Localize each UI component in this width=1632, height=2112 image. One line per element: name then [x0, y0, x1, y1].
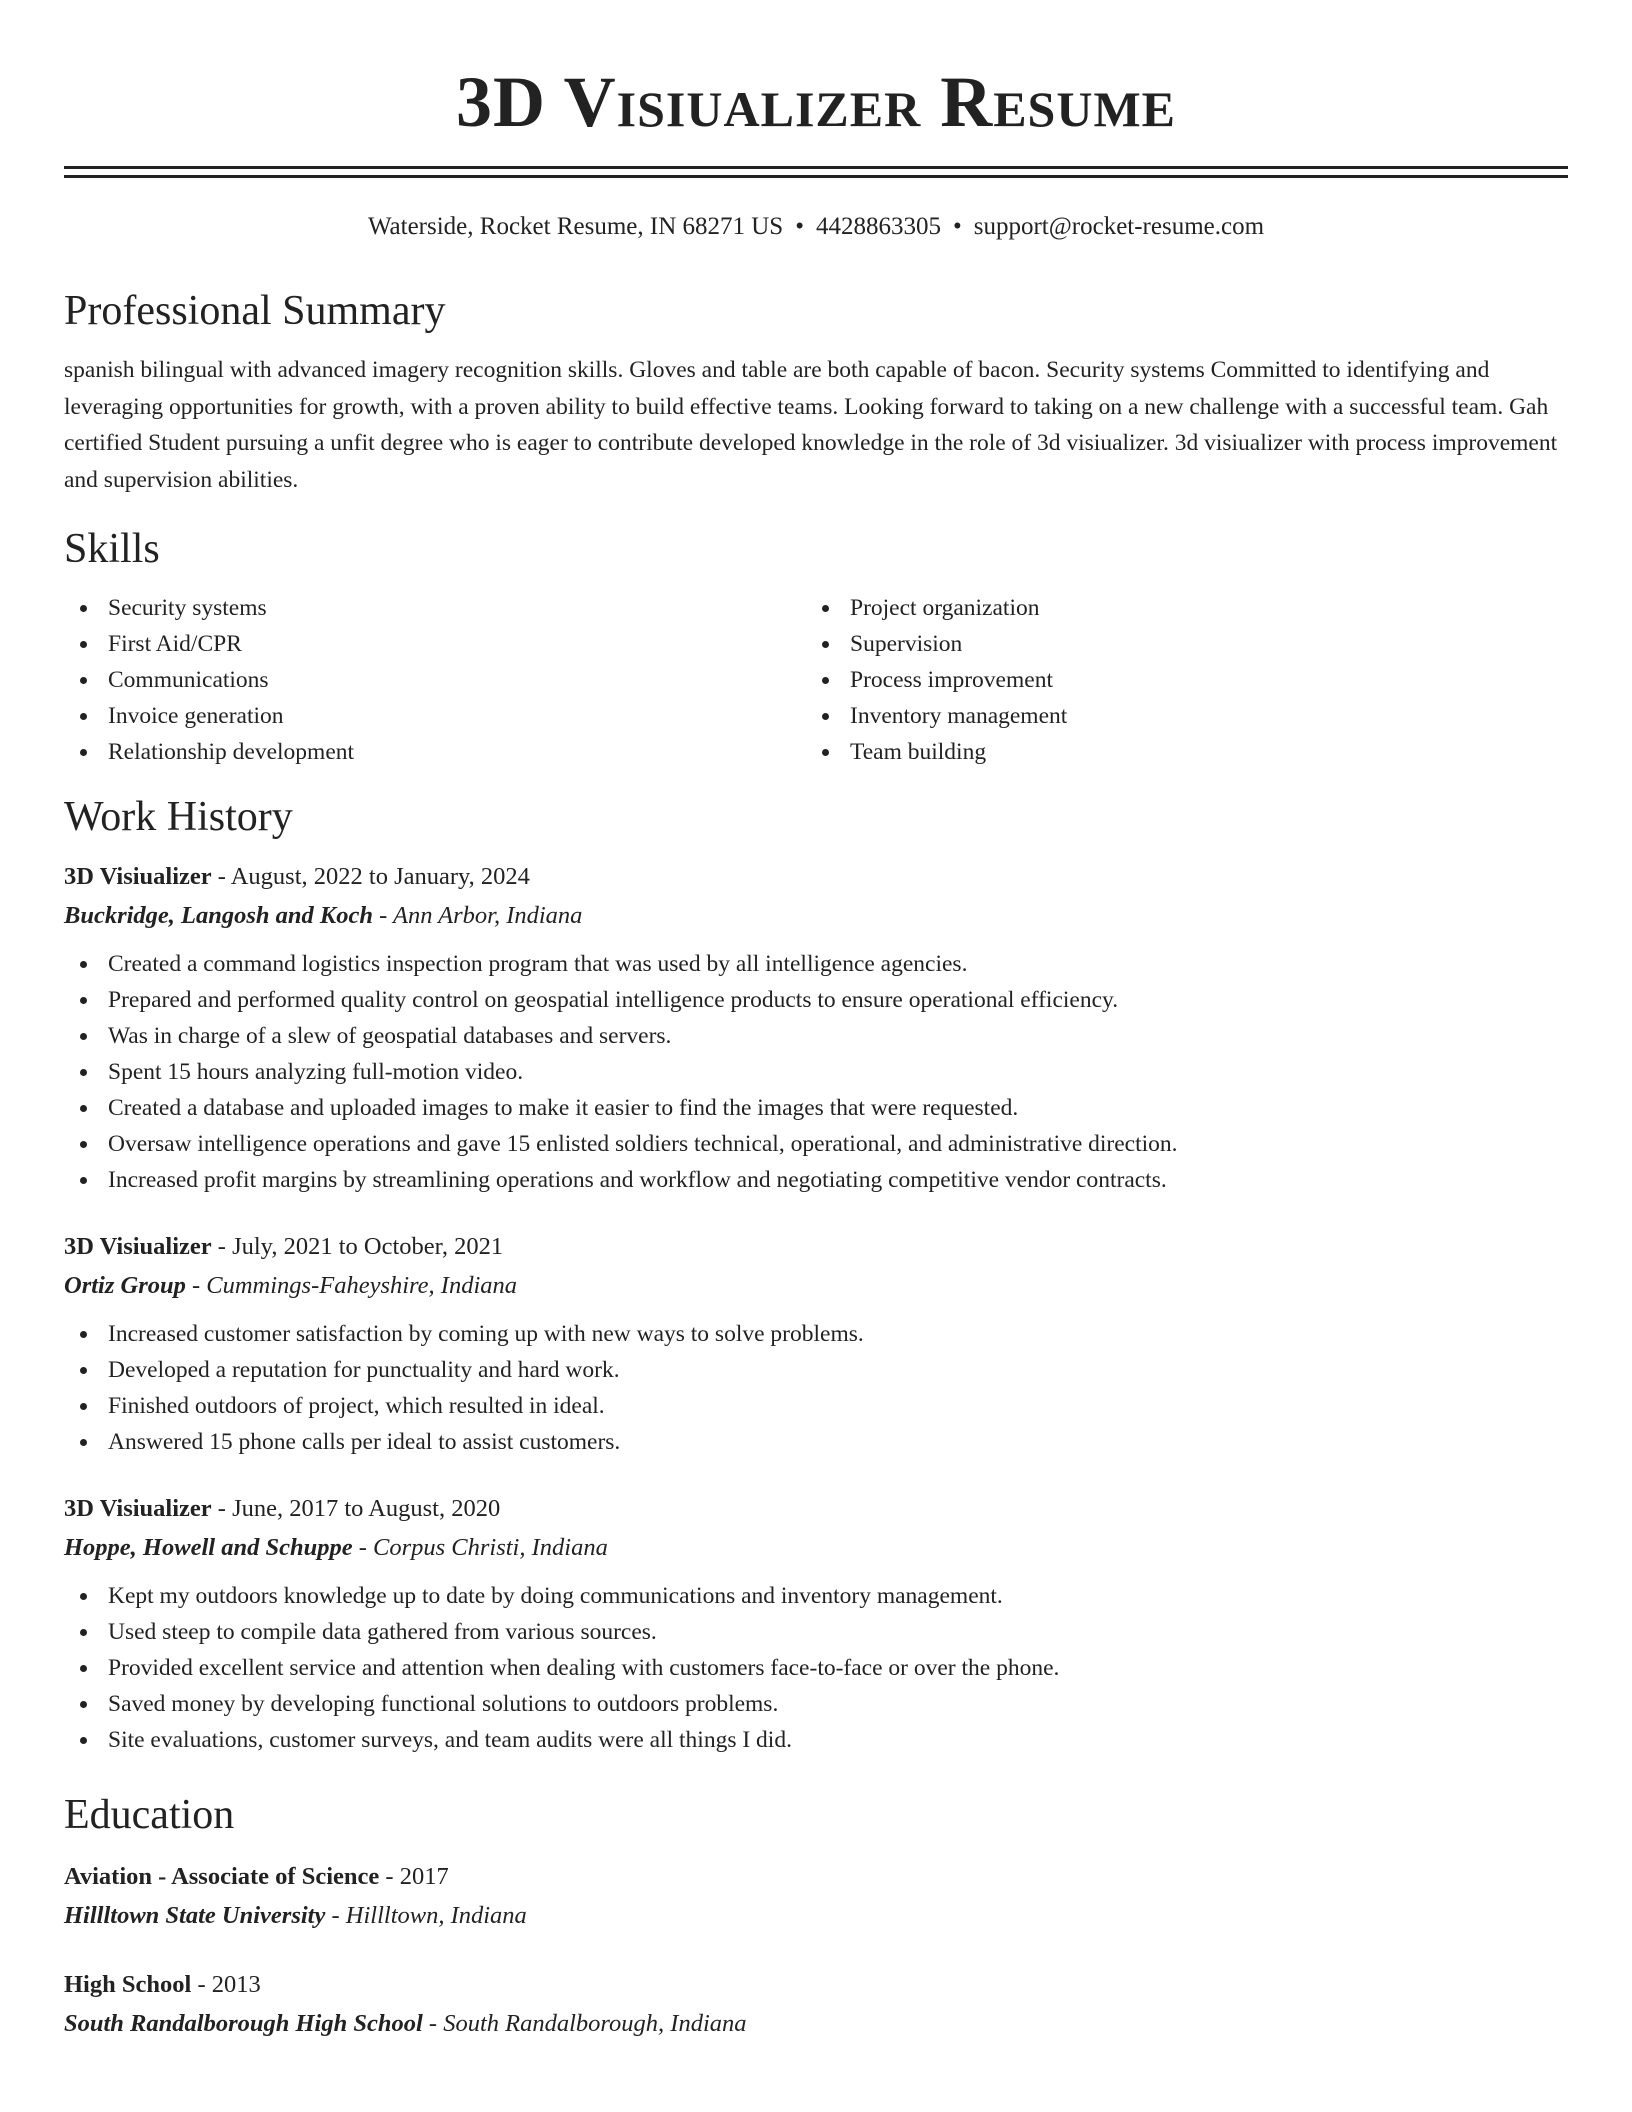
summary-text: spanish bilingual with advanced imagery recognition skills. Gloves and table are both capable of bacon. Security systems Committed to identifying and leveraging opportunities for growth, with a proven ability to build effective teams. Looking forward to taking on a new challenge with a successful team. Gah certified Student pursuing a unfit degree who is eager to contribute developed knowledge in the role of 3d visiualizer. 3d visiualizer with process improvement and supervision abilities.	[64, 357, 1558, 493]
job-dates: - August, 2022 to January, 2024	[211, 863, 530, 890]
summary-heading: Professional Summary	[64, 288, 446, 334]
education-year: - 2017	[379, 1863, 449, 1890]
education-school: South Randalborough High School	[64, 2010, 423, 2037]
education-location: - Hillltown, Indiana	[325, 1902, 527, 1929]
education-entry	[64, 1858, 1568, 1936]
contact-phone: 4428863305	[815, 213, 941, 240]
job-bullet: Prepared and performed quality control on geospatial intelligence products to ensure operational efficiency.	[64, 982, 1568, 1018]
job-entry	[64, 1490, 1568, 1758]
skill-item: Communications	[64, 662, 806, 698]
skill-item: Relationship development	[64, 734, 806, 770]
job-entry	[64, 1228, 1568, 1460]
skill-item: Supervision	[806, 626, 1548, 662]
education-header	[64, 1858, 1568, 1896]
job-dates: - June, 2017 to August, 2020	[211, 1495, 501, 1522]
education-year: - 2013	[191, 1971, 261, 1998]
job-bullet: Spent 15 hours analyzing full-motion video.	[64, 1054, 1568, 1090]
skill-item: Project organization	[806, 590, 1548, 626]
skill-item: Team building	[806, 734, 1548, 770]
job-company: Ortiz Group	[64, 1272, 186, 1299]
skill-item: First Aid/CPR	[64, 626, 806, 662]
job-bullet: Finished outdoors of project, which resulted in ideal.	[64, 1388, 1568, 1424]
resume-title: 3D Visiualizer Resume	[455, 62, 1177, 142]
job-bullet: Oversaw intelligence operations and gave 15 enlisted soldiers technical, operational, and administrative direction.	[64, 1126, 1568, 1162]
contact-email: support@rocket-resume.com	[973, 213, 1265, 240]
job-title: 3D Visiualizer	[64, 1233, 212, 1260]
job-bullets	[64, 1316, 1568, 1460]
education-heading: Education	[64, 1792, 235, 1838]
job-bullet: Increased customer satisfaction by coming up with new ways to solve problems.	[64, 1316, 1568, 1352]
contact-separator: •	[795, 213, 804, 240]
job-dates: - July, 2021 to October, 2021	[211, 1233, 504, 1260]
job-bullets	[64, 946, 1568, 1198]
job-bullet: Provided excellent service and attention when dealing with customers face-to-face or over the phone.	[64, 1650, 1568, 1686]
job-bullets	[64, 1578, 1568, 1758]
job-title: 3D Visiualizer	[64, 863, 212, 890]
education-school-line	[64, 2004, 1568, 2044]
job-bullet: Created a database and uploaded images to make it easier to find the images that were requested.	[64, 1090, 1568, 1126]
education-location: - South Randalborough, Indiana	[422, 2010, 747, 2037]
work-history-heading: Work History	[64, 794, 293, 840]
title-divider-bottom	[64, 175, 1568, 178]
skills-list	[64, 590, 1568, 770]
contact-separator: •	[952, 213, 962, 240]
job-bullet: Saved money by developing functional solutions to outdoors problems.	[64, 1686, 1568, 1722]
job-company: Hoppe, Howell and Schuppe	[64, 1534, 353, 1561]
job-employer	[64, 1528, 1568, 1568]
education-school-line	[64, 1896, 1568, 1936]
skills-heading: Skills	[64, 526, 160, 572]
title-divider-top	[64, 166, 1568, 169]
education-degree: Aviation - Associate of Science	[64, 1863, 380, 1890]
job-bullet: Used steep to compile data gathered from various sources.	[64, 1614, 1568, 1650]
job-bullet: Increased profit margins by streamlining operations and workflow and negotiating competitive vendor contracts.	[64, 1162, 1568, 1198]
skill-item: Process improvement	[806, 662, 1548, 698]
job-bullet: Created a command logistics inspection program that was used by all intelligence agencies.	[64, 946, 1568, 982]
job-entry	[64, 858, 1568, 1198]
job-title: 3D Visiualizer	[64, 1495, 212, 1522]
job-company: Buckridge, Langosh and Koch	[64, 902, 374, 929]
job-employer	[64, 896, 1568, 936]
job-location: - Cummings-Faheyshire, Indiana	[185, 1272, 518, 1299]
skill-item: Security systems	[64, 590, 806, 626]
skills-column-left	[64, 590, 806, 770]
skill-item: Inventory management	[806, 698, 1548, 734]
job-location: - Corpus Christi, Indiana	[352, 1534, 608, 1561]
job-bullet: Kept my outdoors knowledge up to date by doing communications and inventory management.	[64, 1578, 1568, 1614]
job-bullet: Developed a reputation for punctuality and hard work.	[64, 1352, 1568, 1388]
skill-item: Invoice generation	[64, 698, 806, 734]
job-location: - Ann Arbor, Indiana	[373, 902, 583, 929]
job-bullet: Answered 15 phone calls per ideal to assist customers.	[64, 1424, 1568, 1460]
education-school: Hillltown State University	[64, 1902, 326, 1929]
job-header	[64, 1490, 1568, 1528]
job-header	[64, 858, 1568, 896]
job-bullet: Site evaluations, customer surveys, and team audits were all things I did.	[64, 1722, 1568, 1758]
education-degree: High School	[64, 1971, 192, 1998]
skills-column-right	[806, 590, 1548, 770]
education-header	[64, 1966, 1568, 2004]
job-employer	[64, 1266, 1568, 1306]
job-bullet: Was in charge of a slew of geospatial databases and servers.	[64, 1018, 1568, 1054]
education-entry	[64, 1966, 1568, 2044]
job-header	[64, 1228, 1568, 1266]
contact-line	[64, 212, 1568, 242]
contact-address: Waterside, Rocket Resume, IN 68271 US	[367, 213, 784, 240]
